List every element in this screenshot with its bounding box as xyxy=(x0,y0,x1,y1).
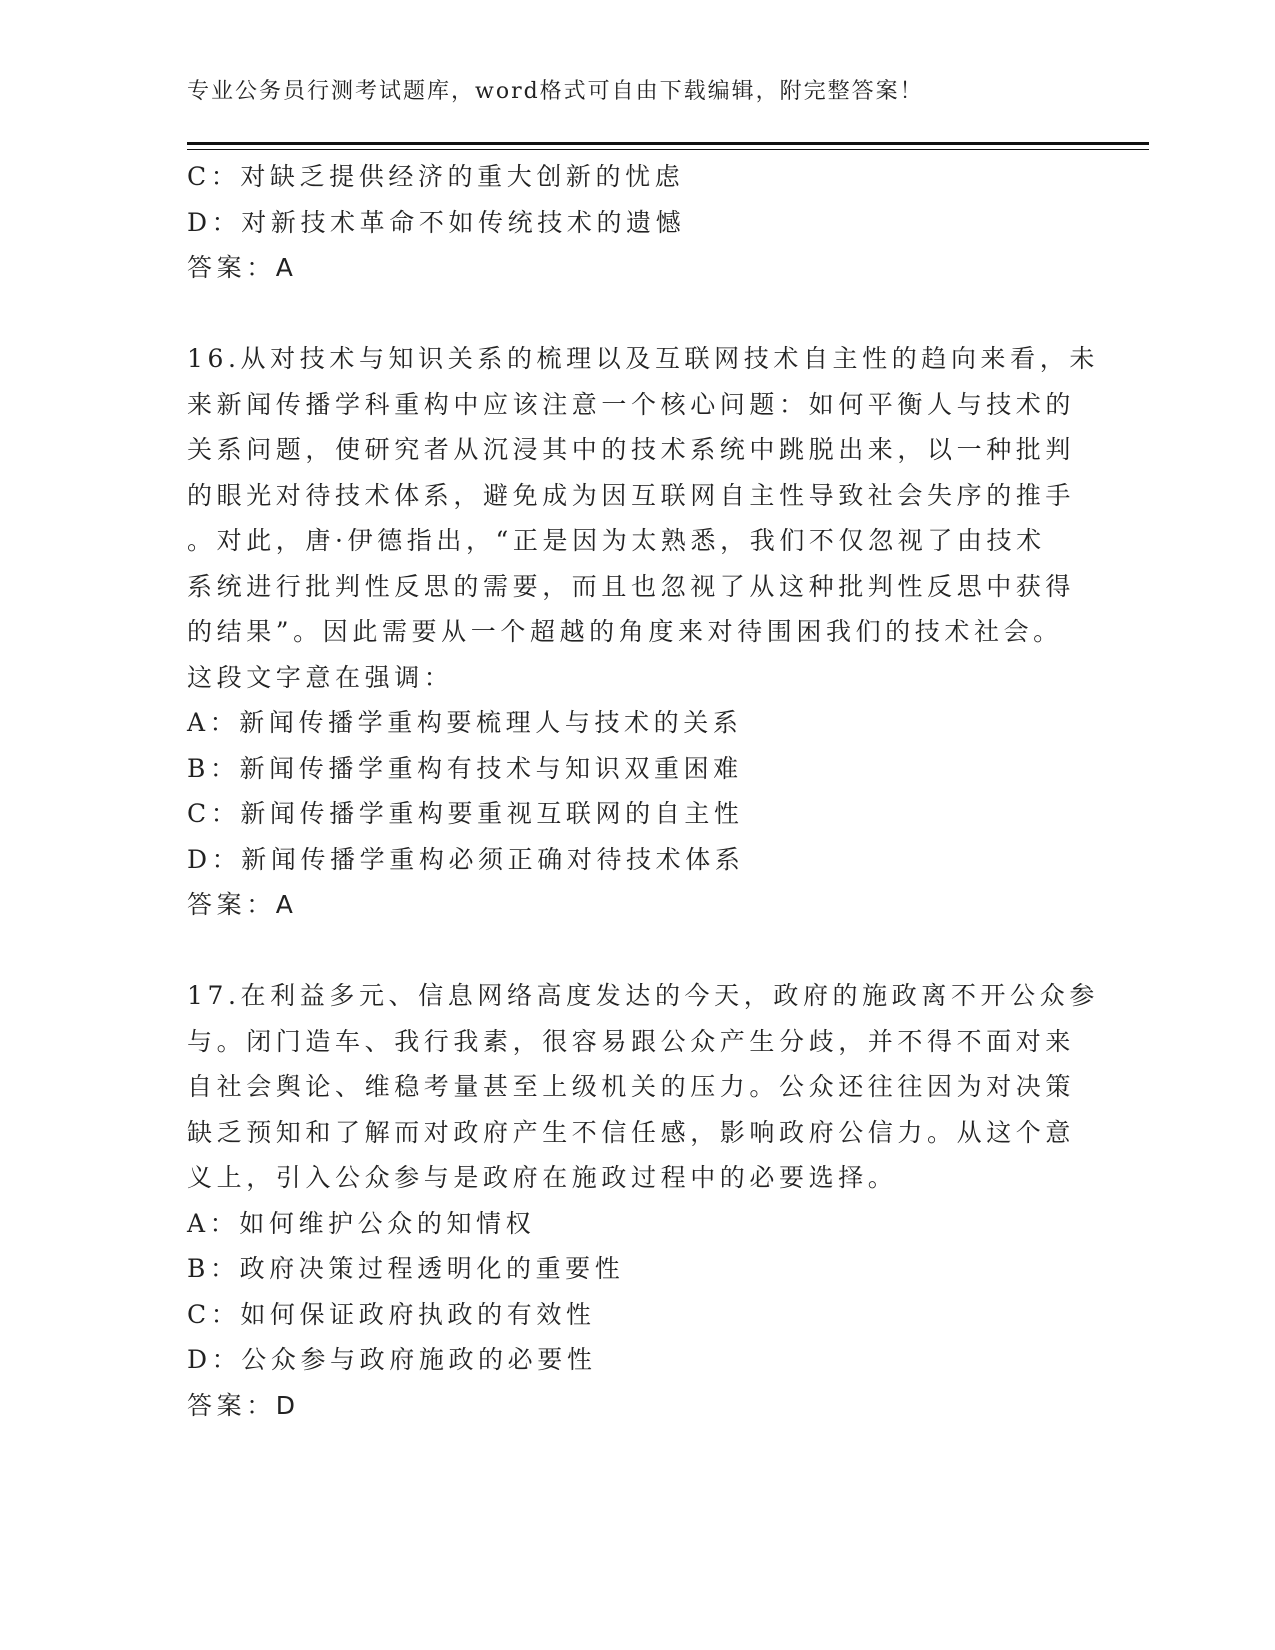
question-stem-line: 17.在利益多元、信息网络高度发达的今天，政府的施政离不开公众参 xyxy=(187,981,1099,1010)
option-c: C：如何保证政府执政的有效性 xyxy=(187,1299,596,1329)
document-body xyxy=(187,154,1099,1428)
question-stem-line: 。对此，唐·伊德指出，“正是因为太熟悉，我们不仅忽视了由技术 xyxy=(187,526,1046,555)
answer-line: 答案：D xyxy=(187,1390,300,1420)
question-stem-line: 与。闭门造车、我行我素，很容易跟公众产生分歧，并不得不面对来 xyxy=(187,1026,1076,1056)
question-stem-line: 来新闻传播学科重构中应该注意一个核心问题：如何平衡人与技术的 xyxy=(187,389,1076,419)
option-a: A：如何维护公众的知情权 xyxy=(187,1208,536,1238)
spacer xyxy=(187,291,1087,337)
question-stem-line: 这段文字意在强调： xyxy=(187,662,454,692)
option-c: C：新闻传播学重构要重视互联网的自主性 xyxy=(187,799,744,828)
question-stem-line: 自社会舆论、维稳考量甚至上级机关的压力。公众还往往因为对决策 xyxy=(187,1072,1076,1101)
page-header: 专业公务员行测考试题库，word格式可自由下载编辑，附完整答案！ xyxy=(187,79,924,104)
prev-question-tail xyxy=(187,154,1087,291)
question-stem-line: 的结果”。因此需要从一个超越的角度来对待围困我们的技术社会。 xyxy=(187,617,1063,646)
answer-line: 答案：A xyxy=(187,890,298,919)
question-16 xyxy=(187,336,1099,928)
option-d: D：对新技术革命不如传统技术的遗憾 xyxy=(187,207,686,237)
question-17 xyxy=(187,973,1099,1428)
question-stem-line: 的眼光对待技术体系，避免成为因互联网自主性导致社会失序的推手 xyxy=(187,480,1076,510)
option-d: D：新闻传播学重构必须正确对待技术体系 xyxy=(187,844,745,874)
header-rule-thick xyxy=(187,142,1149,145)
question-stem-line: 16.从对技术与知识关系的梳理以及互联网技术自主性的趋向来看，未 xyxy=(187,344,1099,373)
answer-line: 答案：A xyxy=(187,253,298,282)
option-c: C：对缺乏提供经济的重大创新的忧虑 xyxy=(187,162,685,191)
option-b: B：政府决策过程透明化的重要性 xyxy=(187,1254,625,1283)
question-stem-line: 关系问题，使研究者从沉浸其中的技术系统中跳脱出来，以一种批判 xyxy=(187,435,1076,464)
question-stem-line: 系统进行批判性反思的需要，而且也忽视了从这种批判性反思中获得 xyxy=(187,571,1076,601)
spacer xyxy=(187,928,1087,974)
question-stem-line: 义上，引入公众参与是政府在施政过程中的必要选择。 xyxy=(187,1163,898,1192)
option-a: A：新闻传播学重构要梳理人与技术的关系 xyxy=(187,708,743,737)
option-d: D：公众参与政府施政的必要性 xyxy=(187,1345,597,1374)
question-stem-line: 缺乏预知和了解而对政府产生不信任感，影响政府公信力。从这个意 xyxy=(187,1117,1076,1147)
header-rule-thin xyxy=(187,149,1149,150)
option-b: B：新闻传播学重构有技术与知识双重困难 xyxy=(187,753,743,783)
